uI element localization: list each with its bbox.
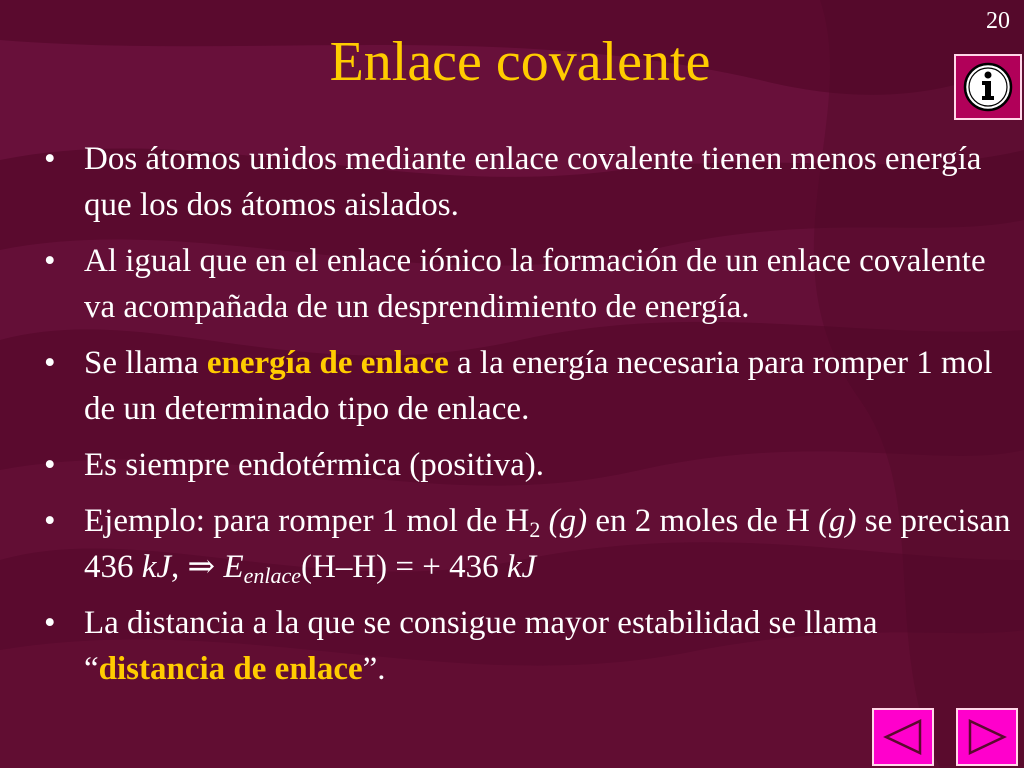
unit-label: kJ bbox=[506, 549, 537, 585]
bullet-item bbox=[44, 136, 1014, 228]
bullet-marker: • bbox=[44, 345, 56, 381]
term-distancia-de-enlace: distancia de enlace bbox=[98, 651, 363, 687]
bullet-text: Al igual que en el enlace iónico la formación de un enlace covalente va acompañada de un desprendimiento de energía. bbox=[84, 243, 986, 325]
right-triangle-icon bbox=[964, 717, 1010, 757]
term-energia-de-enlace: energía de enlace bbox=[206, 345, 449, 381]
bullet-text: La distancia a la que se consigue mayor estabilidad se llama “ bbox=[84, 605, 878, 687]
bullet-marker: • bbox=[44, 243, 56, 279]
bullet-marker: • bbox=[44, 141, 56, 177]
bullet-item bbox=[44, 600, 1014, 692]
info-icon bbox=[961, 60, 1015, 114]
energy-subscript: enlace bbox=[243, 563, 302, 588]
bullet-text: ”. bbox=[362, 651, 386, 687]
slide-title: Enlace covalente bbox=[329, 31, 711, 93]
info-button[interactable] bbox=[954, 54, 1022, 120]
bullet-marker: • bbox=[44, 503, 56, 539]
bullet-text: se precisan 436 bbox=[84, 503, 1011, 585]
state-label: (g) bbox=[809, 503, 857, 539]
bullet-text: Se llama bbox=[84, 345, 207, 381]
bullet-text: en 2 moles de H bbox=[587, 503, 810, 539]
unit-label: kJ bbox=[141, 549, 172, 585]
bullet-item bbox=[44, 340, 1014, 432]
next-slide-button[interactable] bbox=[956, 708, 1018, 766]
bullet-text: Dos átomos unidos mediante enlace covalente tienen menos energía que los dos átomos aislados. bbox=[84, 141, 982, 223]
left-triangle-icon bbox=[880, 717, 926, 757]
bullet-text: , ⇒ bbox=[171, 549, 224, 585]
bullet-marker: • bbox=[44, 605, 56, 641]
energy-symbol: E bbox=[223, 549, 244, 585]
subscript: 2 bbox=[529, 517, 541, 542]
bullet-item bbox=[44, 442, 1014, 488]
bullet-marker: • bbox=[44, 447, 56, 483]
bullet-text: a la energía necesaria para romper 1 mol de un determinado tipo de enlace. bbox=[84, 345, 993, 427]
bullet-text: Es siempre endotérmica (positiva). bbox=[84, 447, 545, 483]
bullet-item bbox=[44, 498, 1014, 590]
bullet-list bbox=[44, 136, 1014, 702]
bullet-item bbox=[44, 238, 1014, 330]
state-label: (g) bbox=[540, 503, 588, 539]
previous-slide-button[interactable] bbox=[872, 708, 934, 766]
slide-number: 20 bbox=[986, 8, 1010, 34]
bullet-text: Ejemplo: para romper 1 mol de H bbox=[84, 503, 530, 539]
bullet-text: (H–H) = + 436 bbox=[301, 549, 507, 585]
